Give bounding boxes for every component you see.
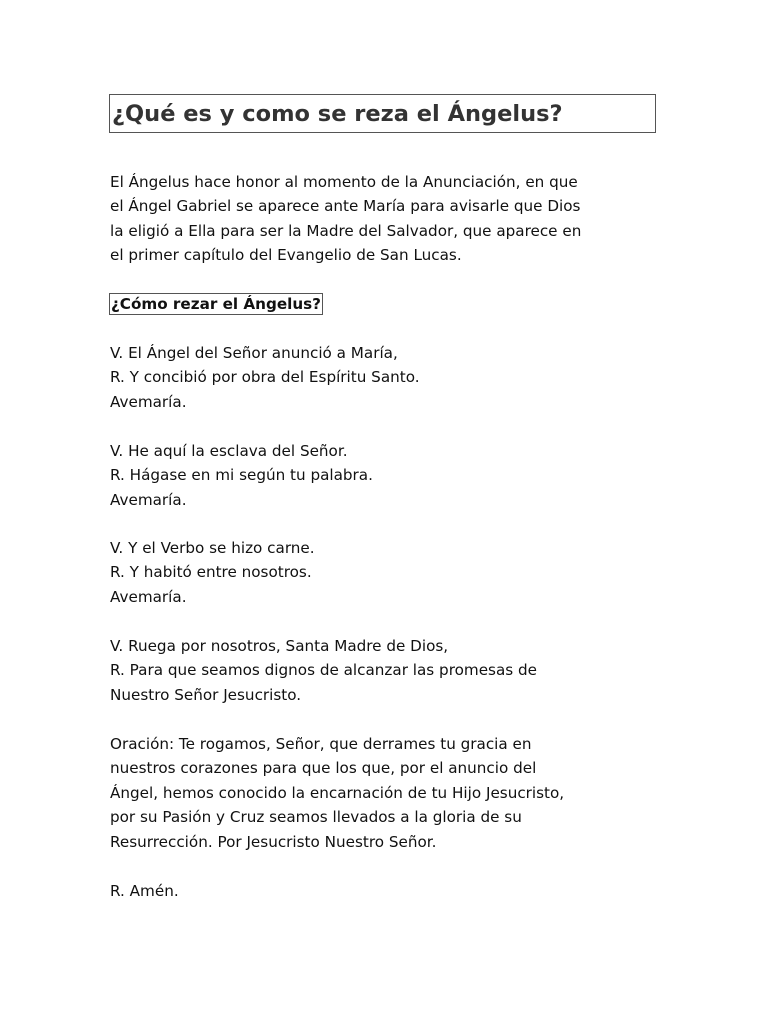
section-subheading: ¿Cómo rezar el Ángelus? <box>111 295 321 313</box>
stanza-4 <box>110 634 670 707</box>
amen-line: R. Amén. <box>110 882 179 900</box>
response-line: R. Hágase en mi según tu palabra. <box>110 466 373 485</box>
subheading-box <box>109 293 323 315</box>
intro-line: la eligió a Ella para ser la Madre del Salvador, que aparece en <box>110 221 582 240</box>
stanza-1 <box>110 341 670 414</box>
closing-prayer <box>110 732 670 854</box>
prayer-line: Oración: Te rogamos, Señor, que derrames tu gracia en <box>110 735 532 753</box>
intro-line: el Ángel Gabriel se aparece ante María para avisarle que Dios <box>110 197 581 216</box>
response-line: R. Y habitó entre nosotros. <box>110 563 312 582</box>
prayer-line: nuestros corazones para que los que, por el anuncio del <box>110 759 537 778</box>
prayer-line: por su Pasión y Cruz seamos llevados a la gloria de su <box>110 808 522 827</box>
avemaria-line: Avemaría. <box>110 392 187 411</box>
prayer-line: Resurrección. Por Jesucristo Nuestro Señor. <box>110 832 437 851</box>
response-line: R. Para que seamos dignos de alcanzar las promesas de <box>110 661 537 680</box>
versicle-line: V. He aquí la esclava del Señor. <box>110 442 348 460</box>
page-title: ¿Qué es y como se reza el Ángelus? <box>112 101 563 127</box>
response-line: Nuestro Señor Jesucristo. <box>110 685 302 704</box>
avemaria-line: Avemaría. <box>110 587 187 606</box>
amen-paragraph <box>110 879 670 903</box>
response-line: R. Y concibió por obra del Espíritu Santo. <box>110 368 420 387</box>
intro-paragraph <box>110 170 670 268</box>
intro-line: El Ángelus hace honor al momento de la Anunciación, en que <box>110 173 578 191</box>
stanza-3 <box>110 536 670 609</box>
prayer-line: Ángel, hemos conocido la encarnación de tu Hijo Jesucristo, <box>110 783 565 802</box>
title-box <box>109 94 656 133</box>
versicle-line: V. El Ángel del Señor anunció a María, <box>110 344 398 362</box>
versicle-line: V. Y el Verbo se hizo carne. <box>110 539 315 557</box>
intro-line: el primer capítulo del Evangelio de San Lucas. <box>110 246 462 265</box>
avemaria-line: Avemaría. <box>110 490 187 509</box>
versicle-line: V. Ruega por nosotros, Santa Madre de Dios, <box>110 637 449 655</box>
stanza-2 <box>110 439 670 512</box>
